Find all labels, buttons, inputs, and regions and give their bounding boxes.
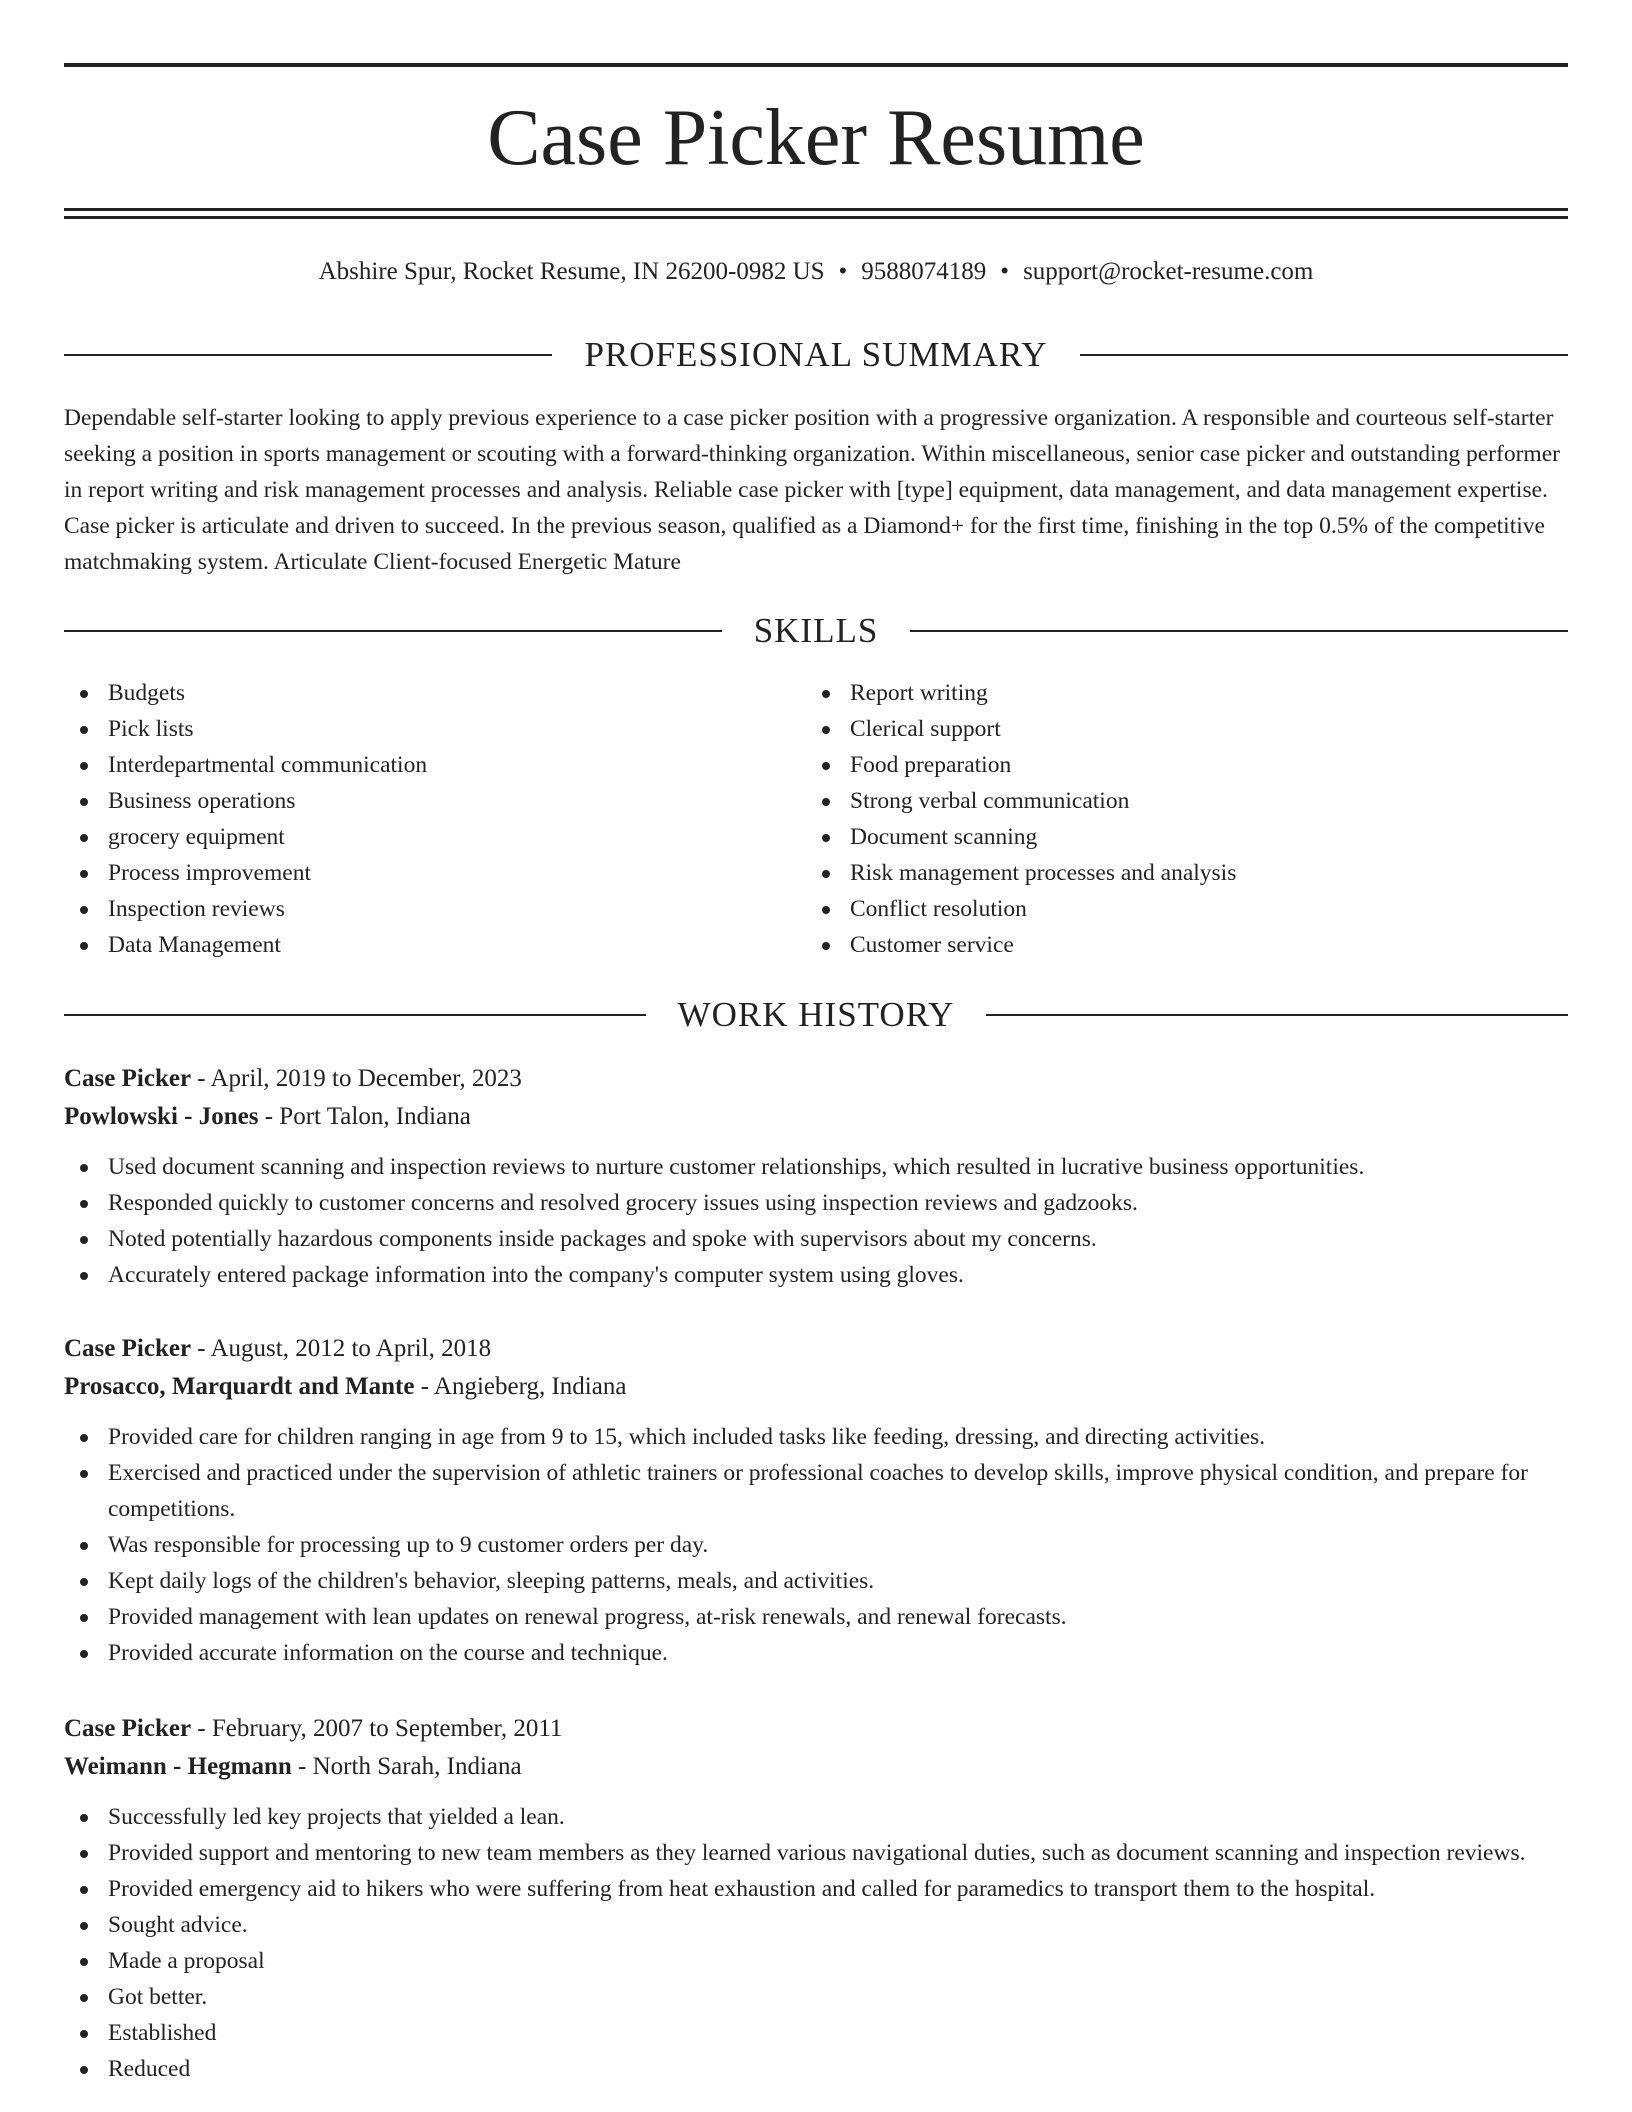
- job-company-line: Weimann - Hegmann - North Sarah, Indiana: [64, 1753, 522, 1780]
- section-header-summary: [64, 335, 1568, 375]
- job-duties: [64, 1149, 1568, 1293]
- duty-item: Responded quickly to customer concerns and resolved grocery issues using inspection reviews and gadzooks.: [64, 1185, 1568, 1221]
- duty-item: Provided support and mentoring to new team members as they learned various navigational duties, such as document scanning and inspection reviews.: [64, 1835, 1568, 1871]
- duty-item: Provided accurate information on the course and technique.: [64, 1635, 1568, 1671]
- job-entry: [64, 1060, 1568, 1293]
- duty-item: Provided emergency aid to hikers who were suffering from heat exhaustion and called for paramedics to transport them to the hospital.: [64, 1871, 1568, 1907]
- skill-item: Report writing: [806, 675, 1566, 711]
- professional-summary: Dependable self-starter looking to apply previous experience to a case picker position with a progressive organization. A responsible and courteous self-starter seeking a position in sports management or scouting with a forward-thinking organization. Within miscellaneous, senior case picker and outstanding performer in report writing and risk management processes and analysis. Reliable case picker with [type] equipment, data management, and data management expertise. Case picker is articulate and driven to succeed. In the previous season, qualified as a Diamond+ for the first time, finishing in the top 0.5% of the competitive matchmaking system. Articulate Client-focused Energetic Mature: [64, 405, 1560, 575]
- duty-item: Got better.: [64, 1979, 1568, 2015]
- job-role: Case Picker: [64, 1065, 192, 1092]
- job-duties: [64, 1419, 1568, 1671]
- skill-item: Conflict resolution: [806, 891, 1566, 927]
- contact-separator: •: [1000, 258, 1010, 285]
- skill-item: Pick lists: [64, 711, 764, 747]
- job-dates: February, 2007 to September, 2011: [211, 1715, 563, 1742]
- section-rule: [64, 354, 552, 356]
- skill-item: Interdepartmental communication: [64, 747, 764, 783]
- section-rule: [64, 630, 722, 632]
- job-title-line: Case Picker - August, 2012 to April, 2018: [64, 1335, 492, 1362]
- duty-item: Successfully led key projects that yielded a lean.: [64, 1799, 1568, 1835]
- job-dates: August, 2012 to April, 2018: [210, 1335, 492, 1362]
- job-location: North Sarah, Indiana: [312, 1753, 522, 1780]
- duty-item: Accurately entered package information into the company's computer system using gloves.: [64, 1257, 1568, 1293]
- skill-item: grocery equipment: [64, 819, 764, 855]
- section-title: SKILLS: [753, 611, 879, 650]
- duty-item: Kept daily logs of the children's behavior, sleeping patterns, meals, and activities.: [64, 1563, 1568, 1599]
- job-company-line: Powlowski - Jones - Port Talon, Indiana: [64, 1103, 471, 1130]
- job-company: Powlowski - Jones: [64, 1103, 259, 1130]
- contact-phone: 9588074189: [861, 258, 987, 285]
- duty-item: Noted potentially hazardous components inside packages and spoke with supervisors about my concerns.: [64, 1221, 1568, 1257]
- skill-item: Process improvement: [64, 855, 764, 891]
- job-duties: [64, 1799, 1568, 2087]
- skill-item: Inspection reviews: [64, 891, 764, 927]
- section-rule: [1080, 354, 1568, 356]
- job-company: Weimann - Hegmann: [64, 1753, 292, 1780]
- contact-separator: •: [838, 258, 848, 285]
- section-rule: [910, 630, 1568, 632]
- skill-item: Strong verbal communication: [806, 783, 1566, 819]
- job-location: Port Talon, Indiana: [279, 1103, 471, 1130]
- skill-item: Risk management processes and analysis: [806, 855, 1566, 891]
- title-rule-upper: [64, 208, 1568, 211]
- contact-line: [64, 255, 1568, 289]
- title-rule-lower: [64, 216, 1568, 219]
- contact-email: support@rocket-resume.com: [1023, 258, 1314, 285]
- duty-item: Sought advice.: [64, 1907, 1568, 1943]
- duty-item: Was responsible for processing up to 9 customer orders per day.: [64, 1527, 1568, 1563]
- skills-list-right: [806, 675, 1566, 963]
- skill-item: Food preparation: [806, 747, 1566, 783]
- section-title: PROFESSIONAL SUMMARY: [584, 335, 1048, 374]
- job-location: Angieberg, Indiana: [433, 1373, 627, 1400]
- job-entry: [64, 1710, 1568, 2087]
- job-dates: April, 2019 to December, 2023: [210, 1065, 522, 1092]
- duty-item: Made a proposal: [64, 1943, 1568, 1979]
- section-header-work-history: [64, 995, 1568, 1035]
- job-company-line: Prosacco, Marquardt and Mante - Angieberg, Indiana: [64, 1373, 627, 1400]
- job-role: Case Picker: [64, 1335, 192, 1362]
- page-title: Case Picker Resume: [487, 94, 1145, 182]
- section-rule: [986, 1014, 1568, 1016]
- section-rule: [64, 1014, 646, 1016]
- job-company: Prosacco, Marquardt and Mante: [64, 1373, 415, 1400]
- top-rule: [64, 63, 1568, 67]
- job-entry: [64, 1330, 1568, 1671]
- skill-item: Budgets: [64, 675, 764, 711]
- skill-item: Document scanning: [806, 819, 1566, 855]
- job-role: Case Picker: [64, 1715, 192, 1742]
- job-title-line: Case Picker - April, 2019 to December, 2023: [64, 1065, 522, 1092]
- skill-item: Clerical support: [806, 711, 1566, 747]
- skill-item: Customer service: [806, 927, 1566, 963]
- duty-item: Provided management with lean updates on renewal progress, at-risk renewals, and renewal forecasts.: [64, 1599, 1568, 1635]
- duty-item: Provided care for children ranging in age from 9 to 15, which included tasks like feeding, dressing, and directing activities.: [64, 1419, 1568, 1455]
- section-title: WORK HISTORY: [677, 995, 955, 1034]
- job-title-line: Case Picker - February, 2007 to September, 2011: [64, 1715, 563, 1742]
- duty-item: Exercised and practiced under the supervision of athletic trainers or professional coaches to develop skills, improve physical condition, and prepare for competitions.: [64, 1455, 1568, 1527]
- duty-item: Used document scanning and inspection reviews to nurture customer relationships, which resulted in lucrative business opportunities.: [64, 1149, 1568, 1185]
- skill-item: Data Management: [64, 927, 764, 963]
- duty-item: Reduced: [64, 2051, 1568, 2087]
- duty-item: Established: [64, 2015, 1568, 2051]
- skill-item: Business operations: [64, 783, 764, 819]
- section-header-skills: [64, 611, 1568, 651]
- contact-address: Abshire Spur, Rocket Resume, IN 26200-0982 US: [318, 258, 825, 285]
- skills-list-left: [64, 675, 764, 963]
